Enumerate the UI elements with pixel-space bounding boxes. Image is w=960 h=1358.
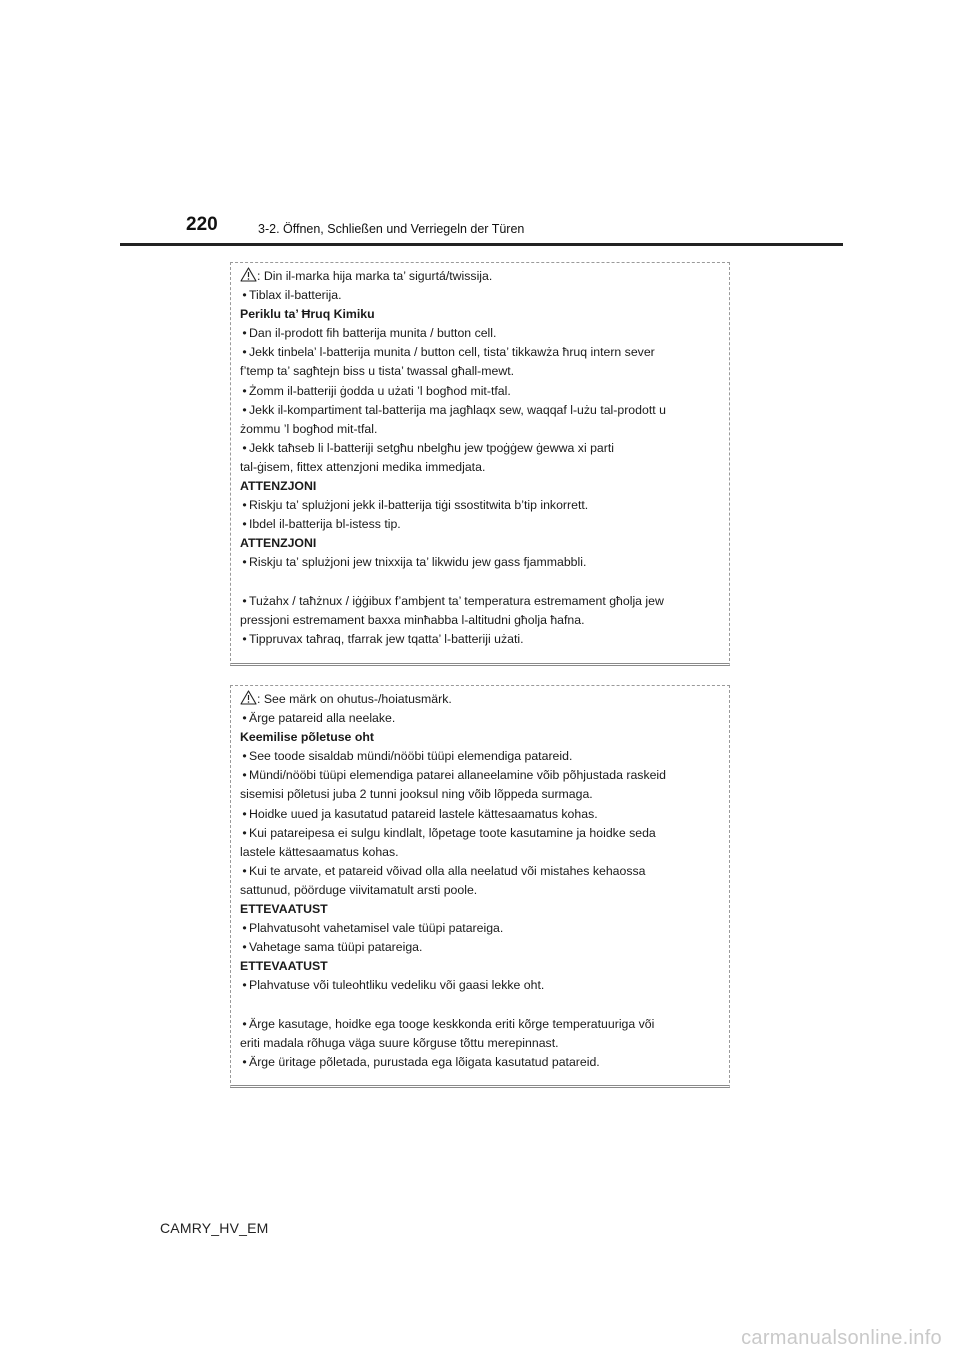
line-text: Ibdel il-batterija bl-istess tip. — [249, 517, 401, 532]
text-line — [240, 477, 720, 496]
warning-triangle-icon — [240, 267, 257, 282]
line-text: Jekk taħseb li l-batteriji setgħu nbelgħu jew tpoġġew ġewwa xi parti — [249, 440, 615, 455]
line-text: żommu ’l bogħod mit-tfal. — [240, 421, 378, 436]
bullet-icon: • — [242, 749, 247, 764]
bullet-item — [240, 766, 720, 785]
text-line — [240, 957, 720, 976]
line-text: Riskju ta’ splużjoni jekk il-batterija tiġi ssostitwita b’tip inkorrett. — [249, 498, 589, 513]
line-text: Kui patareipesa ei sulgu kindlalt, lõpetage toote kasutamine ja hoidke seda — [249, 825, 656, 840]
box-lines — [240, 709, 720, 1072]
icon-line-text: : See märk on ohutus-/hoiatusmärk. — [257, 692, 452, 706]
bullet-icon: • — [242, 825, 247, 840]
line-text: ATTENZJONI — [240, 536, 317, 551]
bullet-icon: • — [242, 768, 247, 783]
bullet-icon: • — [242, 383, 247, 398]
section-title: 3-2. Öffnen, Schließen und Verriegeln der Türen — [258, 222, 525, 236]
page-number: 220 — [186, 214, 218, 235]
bullet-item — [240, 496, 720, 515]
text-line — [240, 785, 720, 804]
bullet-item — [240, 592, 720, 611]
bullet-item — [240, 1015, 720, 1034]
bullet-item — [240, 709, 720, 728]
bullet-item — [240, 439, 720, 458]
line-text: pressjoni estremament baxxa minħabba l-altitudni għolja ħafna. — [240, 612, 585, 627]
bullet-item — [240, 382, 720, 401]
line-text: ETTEVAATUST — [240, 902, 328, 917]
line-text: Ärge patareid alla neelake. — [249, 711, 396, 726]
line-text: See toode sisaldab mündi/nööbi tüüpi elemendiga patareid. — [249, 749, 573, 764]
text-line — [240, 1034, 720, 1053]
bullet-icon: • — [242, 921, 247, 936]
text-line — [240, 458, 720, 477]
bullet-icon: • — [242, 978, 247, 993]
line-text: Keemilise põletuse oht — [240, 730, 374, 745]
line-text: Ärge kasutage, hoidke ega tooge keskkonda eriti kõrge temperatuuriga või — [249, 1016, 655, 1031]
line-text: Jekk il-kompartiment tal-batterija ma jagħlaqx sew, waqqaf l-użu tal-prodott u — [249, 402, 666, 417]
bullet-icon: • — [242, 863, 247, 878]
blank-line — [240, 573, 720, 592]
line-text: sisemisi põletusi juba 2 tunni jooksul ning võib lõppeda surmaga. — [240, 787, 593, 802]
bullet-icon: • — [242, 498, 247, 513]
line-text: ETTEVAATUST — [240, 959, 328, 974]
warning-triangle-icon — [240, 690, 257, 705]
line-text: Periklu ta’ Ħruq Kimiku — [240, 307, 375, 322]
bullet-icon: • — [242, 517, 247, 532]
line-text: Ärge üritage põletada, purustada ega lõigata kasutatud patareid. — [249, 1054, 600, 1069]
footer-code: CAMRY_HV_EM — [160, 1220, 269, 1236]
text-line — [240, 881, 720, 900]
line-text: Tużahx / taħżnux / iġġibux f’ambjent ta’ temperatura estremament għolja jew — [249, 593, 664, 608]
bullet-icon: • — [242, 806, 247, 821]
bullet-item — [240, 805, 720, 824]
line-text: tal-ġisem, fittex attenzjoni medika immedjata. — [240, 459, 486, 474]
bullet-icon: • — [242, 593, 247, 608]
line-text: Mündi/nööbi tüüpi elemendiga patarei allaneelamine võib põhjustada raskeid — [249, 768, 667, 783]
line-text: lastele kättesaamatus kohas. — [240, 844, 399, 859]
safety-box-maltese — [230, 262, 730, 666]
line-text: Vahetage sama tüüpi patareiga. — [249, 940, 423, 955]
box-lines — [240, 286, 720, 649]
bullet-item — [240, 938, 720, 957]
line-text: Plahvatusoht vahetamisel vale tüüpi patareiga. — [249, 921, 504, 936]
text-line — [240, 534, 720, 553]
line-text: ATTENZJONI — [240, 479, 317, 494]
line-text: Plahvatuse või tuleohtliku vedeliku või gaasi lekke oht. — [249, 978, 545, 993]
line-text: Kui te arvate, et patareid võivad olla alla neelatud või mistahes kehaossa — [249, 863, 646, 878]
line-text: Tippruvax taħraq, tfarrak jew tqatta’ l-batteriji użati. — [249, 631, 524, 646]
bullet-item — [240, 630, 720, 649]
line-text: Hoidke uued ja kasutatud patareid lastele kättesaamatus kohas. — [249, 806, 598, 821]
line-text: sattunud, pöörduge viivitamatult arsti poole. — [240, 882, 478, 897]
bullet-item — [240, 286, 720, 305]
bullet-item — [240, 1053, 720, 1072]
text-line — [240, 611, 720, 630]
line-text: Żomm il-batteriji ġodda u użati ’l bogħod mit-tfal. — [249, 383, 511, 398]
icon-line-text: : Din il-marka hija marka ta’ sigurtá/twissija. — [257, 269, 493, 283]
bullet-item — [240, 401, 720, 420]
header-rule — [120, 243, 843, 246]
bullet-item — [240, 919, 720, 938]
bullet-icon: • — [242, 631, 247, 646]
bullet-item — [240, 343, 720, 362]
line-text: Tiblax il-batterija. — [249, 288, 342, 303]
bullet-icon: • — [242, 1016, 247, 1031]
bullet-item — [240, 515, 720, 534]
line-text: Riskju ta’ splużjoni jew tnixxija ta’ likwidu jew gass fjammabbli. — [249, 555, 587, 570]
line-text: Dan il-prodott fih batterija munita / button cell. — [249, 326, 497, 341]
watermark: carmanualsonline.info — [741, 1327, 942, 1349]
line-text: f’temp ta’ sagħtejn biss u tista’ twassal għall-mewt. — [240, 364, 515, 379]
line-text: Jekk tinbela’ l-batterija munita / button cell, tista’ tikkawża ħruq intern sever — [249, 345, 655, 360]
bullet-icon: • — [242, 440, 247, 455]
safety-box-estonian — [230, 685, 730, 1088]
icon-line — [240, 267, 720, 286]
blank-line — [240, 996, 720, 1015]
text-line — [240, 305, 720, 324]
bullet-icon: • — [242, 345, 247, 360]
line-text: eriti madala rõhuga väga suure kõrguse tõttu merepinnast. — [240, 1035, 559, 1050]
bullet-icon: • — [242, 402, 247, 417]
text-line — [240, 843, 720, 862]
text-line — [240, 900, 720, 919]
icon-line — [240, 690, 720, 709]
bullet-icon: • — [242, 555, 247, 570]
bullet-item — [240, 824, 720, 843]
text-line — [240, 420, 720, 439]
bullet-item — [240, 553, 720, 572]
bullet-icon: • — [242, 1054, 247, 1069]
bullet-icon: • — [242, 326, 247, 341]
text-line — [240, 362, 720, 381]
bullet-item — [240, 976, 720, 995]
bullet-icon: • — [242, 288, 247, 303]
bullet-icon: • — [242, 940, 247, 955]
bullet-icon: • — [242, 711, 247, 726]
bullet-item — [240, 747, 720, 766]
bullet-item — [240, 324, 720, 343]
bullet-item — [240, 862, 720, 881]
text-line — [240, 728, 720, 747]
